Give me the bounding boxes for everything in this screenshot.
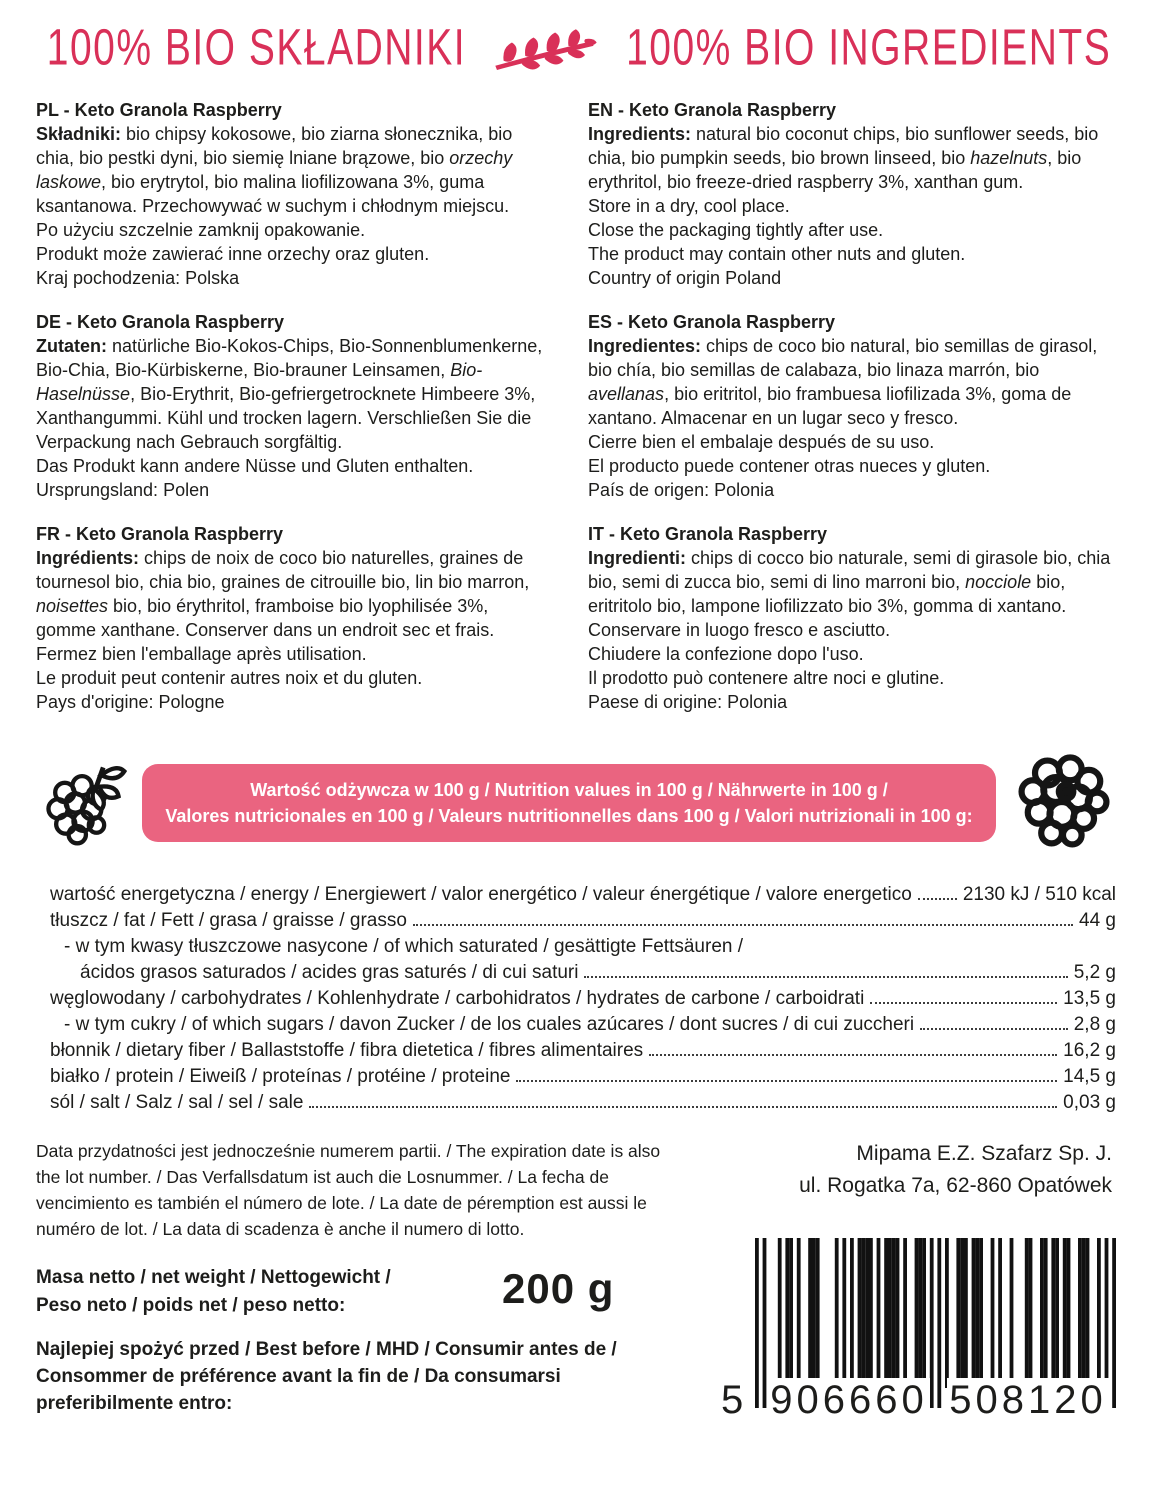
net-weight-label: Masa netto / net weight / Nettogewicht / Peso neto / poids net / peso netto: — [36, 1267, 391, 1316]
page-title-pl: 100% BIO SKŁADNIKI — [46, 20, 467, 77]
nutrition-row — [50, 1090, 1116, 1116]
section-body: Zutaten: natürliche Bio-Kokos-Chips, Bio-Sonnenblumenkerne, Bio-Chia, Bio-Kürbiskerne, Bio-brauner Leinsamen, Bio-Haselnüsse, Bio-Erythrit, Bio-gefriergetrocknete Himbeere 3%, Xanthangummi. Kühl und trocken lagern. Verschließen Sie die Verpackung nach Gebrauch sorgfältig. Das Produkt kann andere Nüsse und Gluten enthalten. Ursprungsland: Polen — [36, 336, 543, 500]
dotted-leader — [870, 1002, 1057, 1004]
nutrition-label: białko / protein / Eiweiß / proteínas / protéine / proteine — [50, 1066, 511, 1087]
dotted-leader — [584, 976, 1067, 978]
ingredients-section-de — [36, 310, 548, 502]
nutrition-row — [50, 960, 1116, 986]
nutrition-row — [50, 882, 1116, 908]
nutrition-label: wartość energetyczna / energy / Energiewert / valor energético / valeur énergétique / valore energetico — [50, 884, 912, 905]
nutrition-label: ácidos grasos saturados / acides gras saturés / di cui saturi — [80, 962, 579, 983]
nutrition-label: węglowodany / carbohydrates / Kohlenhydrate / carbohidratos / hydrates de carbone / carboidrati — [50, 988, 865, 1009]
section-body: Ingredienti: chips di cocco bio naturale, semi di girasole bio, chia bio, semi di zucca bio, semi di lino marroni bio, nocciole bio, eritritolo bio, lampone liofilizzato bio 3%, gomma di xantano. Conservare in luogo fresco e asciutto. Chiudere la confezione dopo l'uso. Il prodotto può contenere altre noci e glutine. Paese di origine: Polonia — [588, 548, 1111, 712]
nutrition-value: 14,5 g — [1063, 1066, 1116, 1087]
nutrition-value: 5,2 g — [1073, 962, 1116, 983]
dotted-leader — [649, 1054, 1057, 1056]
nutrition-banner — [142, 764, 996, 842]
banner-line-2: Valores nutricionales en 100 g / Valeurs nutritionnelles dans 100 g / Valori nutrizionali in 100 g: — [165, 806, 973, 826]
nutrition-value: 16,2 g — [1063, 1040, 1116, 1061]
manufacturer-address — [702, 1138, 1122, 1202]
column-right — [588, 98, 1122, 734]
section-header: FR - Keto Granola Raspberry — [36, 524, 284, 544]
nutrition-label: błonnik / dietary fiber / Ballaststoffe / fibra dietetica / fibres alimentaires — [50, 1040, 644, 1061]
nutrition-value: 13,5 g — [1063, 988, 1116, 1009]
raspberry-icon — [36, 754, 132, 852]
dotted-leader — [918, 898, 957, 900]
nutrition-label: tłuszcz / fat / Fett / grasa / graisse / grasso — [50, 910, 407, 931]
footer-right — [702, 1138, 1122, 1450]
dotted-leader — [309, 1106, 1057, 1108]
ingredients-columns — [36, 98, 1122, 734]
section-header: EN - Keto Granola Raspberry — [588, 100, 837, 120]
nutrition-table — [50, 882, 1116, 1116]
section-body: Ingredients: natural bio coconut chips, bio sunflower seeds, bio chia, bio pumpkin seeds, bio brown linseed, bio hazelnuts, bio erythritol, bio freeze-dried raspberry 3%, xanthan gum. Store in a dry, cool place. Close the packaging tightly after use. The product may contain other nuts and gluten. Country of origin Poland — [588, 124, 1099, 288]
section-header: ES - Keto Granola Raspberry — [588, 312, 836, 332]
nutrition-row — [50, 934, 1116, 960]
address-line-2: ul. Rogatka 7a, 62-860 Opatówek — [799, 1174, 1112, 1197]
nutrition-row — [50, 986, 1116, 1012]
section-header: DE - Keto Granola Raspberry — [36, 312, 285, 332]
nutrition-row — [50, 908, 1116, 934]
banner-line-1: Wartość odżywcza w 100 g / Nutrition values in 100 g / Nährwerte in 100 g / — [250, 780, 888, 800]
page-title-en: 100% BIO INGREDIENTS — [626, 20, 1112, 77]
barcode-digit-group: 5 — [721, 1378, 748, 1422]
dotted-leader — [516, 1080, 1057, 1082]
expiration-note: Data przydatności jest jednocześnie numerem partii. / The expiration date is also the lot number. / Das Verfallsdatum ist auch die Losnummer. / La fecha de vencimiento es también el número de lote. / La date de péremption est aussi le numéro de lot. / La data di scadenza è anche il numero di lotto. — [36, 1141, 661, 1239]
nutrition-value: 2,8 g — [1073, 1014, 1116, 1035]
branch-arrow-icon — [492, 24, 600, 76]
section-body: Składniki: bio chipsy kokosowe, bio ziarna słonecznika, bio chia, bio pestki dyni, bio siemię lniane brązowe, bio orzechy laskowe, bio erytrytol, bio malina liofilizowana 3%, guma ksantanowa. Przechowywać w suchym i chłodnym miejscu. Po użyciu szczelnie zamknij opakowanie. Produkt może zawierać inne orzechy oraz gluten. Kraj pochodzenia: Polska — [36, 124, 513, 288]
nutrition-value: 0,03 g — [1063, 1092, 1116, 1113]
net-weight-row — [36, 1264, 684, 1320]
ingredients-section-it — [588, 522, 1122, 714]
nutrition-label: - w tym kwasy tłuszczowe nasycone / of which saturated / gesättigte Fettsäuren / — [64, 936, 744, 957]
footer-left — [36, 1138, 684, 1450]
address-line-1: Mipama E.Z. Szafarz Sp. J. — [856, 1142, 1112, 1165]
dotted-leader — [920, 1028, 1068, 1030]
footer — [36, 1138, 1122, 1450]
net-weight-value: 200 g — [502, 1265, 615, 1312]
ingredients-section-pl — [36, 98, 548, 290]
nutrition-value: 2130 kJ / 510 kcal — [962, 884, 1116, 905]
ean13-barcode — [721, 1238, 1116, 1450]
barcode-digit-group: 508120 — [947, 1378, 1109, 1422]
column-left — [36, 98, 548, 734]
ingredients-section-es — [588, 310, 1122, 502]
nutrition-value: 44 g — [1079, 910, 1116, 931]
nutrition-label: - w tym cukry / of which sugars / davon Zucker / de los cuales azúcares / dont sucres / di cui zuccheri — [64, 1014, 915, 1035]
raspberry-icon — [1006, 744, 1122, 862]
section-header: PL - Keto Granola Raspberry — [36, 100, 282, 120]
section-header: IT - Keto Granola Raspberry — [588, 524, 828, 544]
ingredients-section-en — [588, 98, 1122, 290]
nutrition-row — [50, 1012, 1116, 1038]
section-body: Ingredientes: chips de coco bio natural, bio semillas de girasol, bio chía, bio semillas de calabaza, bio linaza marrón, bio avellanas, bio eritritol, bio frambuesa liofilizada 3%, goma de xantano. Almacenar en un lugar seco y fresco. Cierre bien el embalaje después de su uso. El producto puede contener otras nueces y gluten. País de origen: Polonia — [588, 336, 1098, 500]
section-body: Ingrédients: chips de noix de coco bio naturelles, graines de tournesol bio, chia bio, graines de citrouille bio, lin bio marron, noisettes bio, bio érythritol, framboise bio lyophilisée 3%, gomme xanthane. Conserver dans un endroit sec et frais. Fermez bien l'emballage après utilisation. Le produit peut contenir autres noix et du gluten. Pays d'origine: Pologne — [36, 548, 530, 712]
ingredients-section-fr — [36, 522, 548, 714]
nutrition-row — [50, 1038, 1116, 1064]
dotted-leader — [413, 924, 1073, 926]
barcode-digit-group: 906660 — [768, 1378, 930, 1422]
header — [36, 22, 1122, 76]
nutrition-label: sól / salt / Salz / sal / sel / sale — [50, 1092, 304, 1113]
nutrition-banner-row — [36, 744, 1122, 862]
nutrition-row — [50, 1064, 1116, 1090]
best-before-label: Najlepiej spożyć przed / Best before / MHD / Consumir antes de / Consommer de préférence avant la fin de / Da consumarsi preferibilmente entro: — [36, 1339, 617, 1414]
